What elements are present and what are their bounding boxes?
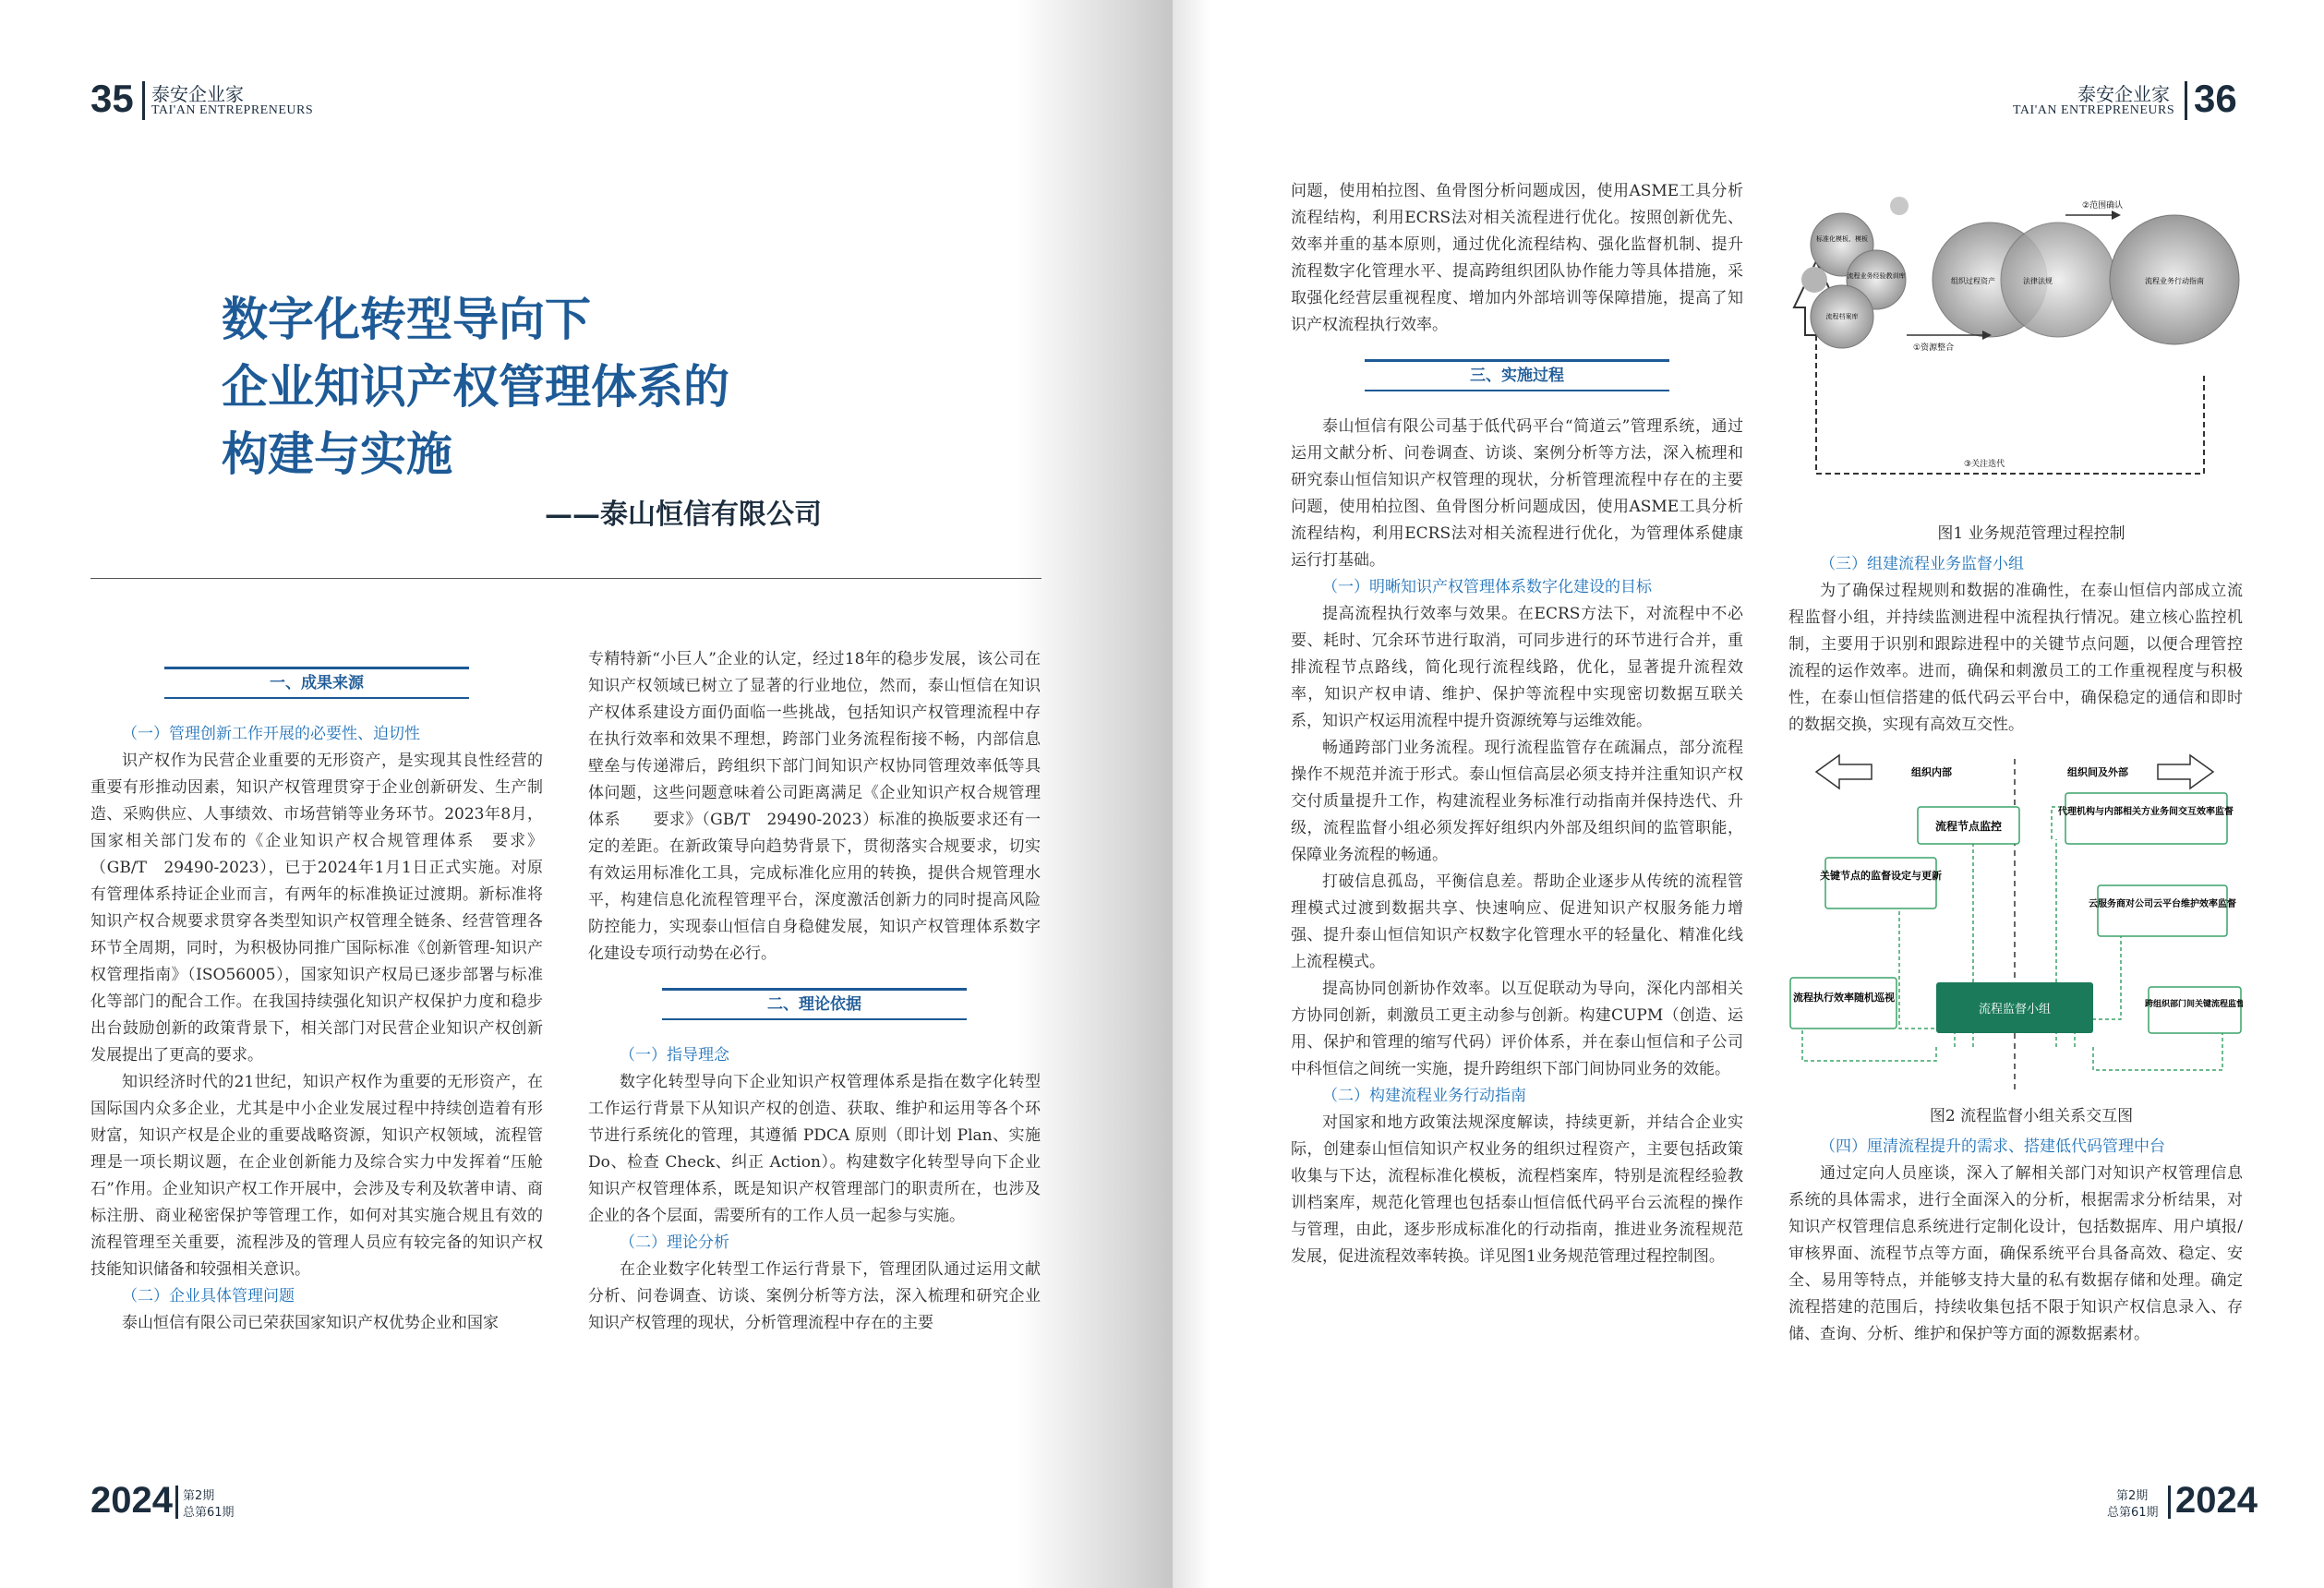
title-line: 企业知识产权管理体系的 [222, 360, 729, 414]
column-2 [588, 646, 1041, 1337]
fig2-center: 流程监督小组 [1978, 1003, 2052, 1017]
paragraph: 在企业数字化转型工作运行背景下，管理团队通过运用文献分析、问卷调查、访谈、案例分析等方法，深入梳理和研究企业知识产权管理的现状，分析管理流程中存在的主要 [588, 1260, 1041, 1332]
fig2-cloud: 云服务商对公司云平台维护效率监督 [2089, 899, 2236, 909]
footer-issue: 第2期 [183, 1489, 215, 1503]
fig1-label-archive: 流程档案库 [1825, 313, 1859, 320]
fig2-external-label: 组织间及外部 [2067, 766, 2128, 778]
fig1-label-template: 标准化模板、模板 [1816, 235, 1868, 243]
section-title: 一、成果来源 [270, 674, 364, 692]
right-page-number: 36 [2194, 77, 2237, 120]
fig2-internal-label: 组织内部 [1911, 766, 1952, 778]
section-bar [662, 1018, 967, 1020]
column-3 [1291, 178, 1743, 1270]
fig2-agent: 代理机构与内部相关方业务间交互效率监督 [2058, 807, 2234, 817]
figure-2-supervision-interaction [1788, 752, 2243, 1098]
subheading: （一）管理创新工作开展的必要性、迫切性 [122, 725, 420, 743]
article-title [222, 286, 729, 488]
paragraph: 通过定向人员座谈，深入了解相关部门对知识产权管理信息系统的具体需求，进行全面深入的分析，根据需求分析结果，对知识产权管理信息系统进行定制化设计，包括数据库、用户填报/审核界面、流程节点等方面，确保系统平台具备高效、稳定、安全、易用等特点，并能够支持大量的私有数据存储和处理。确定流程搭建的范围后，持续收集包括不限于知识产权信息录入、存储、查询、分析、维护和保护等方面的源数据素材。 [1788, 1164, 2243, 1343]
article-subtitle: ——泰山恒信有限公司 [545, 499, 822, 531]
footer-total-issue: 总第61期 [183, 1506, 235, 1520]
footer-total-issue: 总第61期 [2107, 1506, 2159, 1520]
fig2-cross-box [2149, 987, 2241, 1033]
footer-issue: 第2期 [2116, 1489, 2149, 1503]
paragraph: 泰山恒信有限公司已荣获国家知识产权优势企业和国家 [122, 1314, 499, 1332]
fig2-cross: 跨组织部门间关键流程监督 [2144, 1000, 2243, 1009]
magazine-name-en: TAI'AN ENTREPRENEURS [151, 103, 314, 117]
column-4 [1788, 178, 2243, 1348]
figure-1-caption: 图1 业务规范管理过程控制 [1937, 524, 2125, 543]
paragraph: 畅通跨部门业务流程。现行流程监管存在疏漏点，部分流程操作不规范并流于形式。泰山恒信高层必须支持并注重知识产权交付质量提升工作，构建流程业务标准行动指南并保持迭代、升级，流程监督小组必须发挥好组织内外部及组织间的监管职能，保障业务流程的畅通。 [1291, 739, 1743, 864]
figure-1-process-control [1788, 178, 2243, 515]
footer-divider [2168, 1486, 2171, 1519]
header-divider [2185, 81, 2187, 120]
title-line: 构建与实施 [222, 427, 452, 481]
fig2-patrol: 流程执行效率随机巡视 [1793, 992, 1895, 1004]
paragraph: 泰山恒信有限公司基于低代码平台“简道云”管理系统，通过运用文献分析、问卷调查、访谈、案例分析等方法，深入梳理和研究泰山恒信知识产权管理的现状，分析管理流程中存在的主要问题，使用柏拉图、鱼骨图分析问题成因，使用ASME工具分析流程结构，利用ECRS法对相关流程进行优化，为管理体系健康运行打基础。 [1291, 417, 1743, 570]
magazine-name-cn: 泰安企业家 [151, 83, 244, 105]
section-heading [90, 667, 543, 699]
fig1-label-scope: ②范围确认 [2082, 201, 2124, 211]
fig1-label-law: 法律法规 [2023, 277, 2053, 285]
header-divider [142, 81, 145, 120]
paragraph: 为了确保过程规则和数据的准确性，在泰山恒信内部成立流程监督小组，并持续监测进程中流程执行情况。建立核心监控机制，主要用于识别和跟踪进程中的关键节点问题，以便合理管控流程的运作效率。进而，确保和刺激员工的工作重视程度与积极性，在泰山恒信搭建的低代码云平台中，确保稳定的通信和即时的数据交换，实现有高效互交性。 [1788, 582, 2243, 734]
figure-2-diagram [1788, 752, 2243, 1098]
fig1-label-org-assets: 组织过程资产 [1951, 277, 1995, 285]
fig1-label-guide: 流程业务行动指南 [2145, 277, 2204, 285]
paragraph: 识产权作为民营企业重要的无形资产，是实现其良性经营的重要有形推动因素，知识产权管理贯穿于企业创新研发、生产制造、采购供应、人事绩效、市场营销等业务环节。2023年8月，国家相关部门发布的《企业知识产权合规管理体系 要求》（GB/T 29490-2023），已于2024年1月1日正式实施。对原有管理体系持证企业而言，有两年的标准换证过渡期。新标准将知识产权合规要求贯穿各类型知识产权管理全链条、经营管理各环节全周期，同时，为积极协同推广国际标准《创新管理-知识产权管理指南》（ISO56005），国家知识产权局已逐步部署与标准化等部门的配合工作。在我国持续强化知识产权保护力度和稳步出台鼓励创新的政策背景下，相关部门对民营企业知识产权创新发展提出了更高的要求。 [90, 752, 543, 1065]
left-page-number: 35 [90, 77, 134, 120]
footer-divider [175, 1486, 178, 1519]
subheading: （四）厘清流程提升的需求、搭建低代码管理中台 [1820, 1137, 2165, 1156]
subheading: （三）组建流程业务监督小组 [1820, 555, 2024, 573]
page-gutter-shadow-right [1173, 0, 1210, 1588]
paragraph: 问题，使用柏拉图、鱼骨图分析问题成因，使用ASME工具分析流程结构，利用ECRS法对相关流程进行优化。按照创新优先、效率并重的基本原则，通过优化流程结构、强化监督机制、提升流程数字化管理水平、提高跨组织团队协作能力等具体措施，采取强化经营层重视程度、增加内外部培训等保障措施，提高了知识产权流程执行效率。 [1291, 182, 1743, 334]
paragraph: 提高流程执行效率与效果。在ECRS方法下，对流程中不必要、耗时、冗余环节进行取消，可同步进行的环节进行合并，重排流程节点路线，简化现行流程线路，优化，显著提升流程效率，知识产权申请、维护、保护等流程中实现密切数据互联关系，知识产权运用流程中提升资源统筹与运维效能。 [1291, 605, 1743, 730]
paragraph: 对国家和地方政策法规深度解读，持续更新，并结合企业实际，创建泰山恒信知识产权业务的组织过程资产，主要包括政策收集与下达，流程标准化模板，流程档案库，特别是流程经验教训档案库，规范化管理也包括泰山恒信低代码平台云流程的操作与管理，由此，逐步形成标准化的行动指南，推进业务流程规范发展，促进流程效率转换。详见图1业务规范管理过程控制图。 [1291, 1113, 1743, 1266]
section-title: 三、实施过程 [1470, 367, 1564, 385]
section-heading [588, 988, 1041, 1020]
title-line: 数字化转型导向下 [222, 293, 591, 346]
fig1-label-resource: ①资源整合 [1913, 343, 1955, 353]
section-bar [164, 697, 469, 699]
fig2-cloud-box [2098, 885, 2227, 936]
fig2-node-monitor: 流程节点监控 [1934, 820, 2003, 833]
paragraph: 数字化转型导向下企业知识产权管理体系是指在数字化转型工作运行背景下从知识产权的创造、获取、维护和运用等各个环节进行系统化的管理，其遵循 PDCA 原则（即计划 Plan、实施 Do、检查 Check、纠正 Action）。构建数字化转型导向下企业知识产权管理体系，既是知识产权管理部门的职责所在，也涉及企业的各个层面，需要所有的工作人员一起参与实施。 [588, 1073, 1041, 1225]
figure-1-diagram [1788, 178, 2243, 515]
subheading: （二）企业具体管理问题 [122, 1287, 295, 1305]
figure-2-caption: 图2 流程监督小组关系交互图 [1929, 1107, 2134, 1125]
magazine-name-cn: 泰安企业家 [2077, 83, 2170, 105]
subheading: （二）构建流程业务行动指南 [1322, 1087, 1526, 1105]
subheading: （一）明晰知识产权管理体系数字化建设的目标 [1322, 578, 1652, 596]
fig1-label-iterate: ③关注迭代 [1964, 460, 2005, 469]
section-bar [1365, 390, 1669, 391]
section-heading [1291, 359, 1743, 391]
fig2-key-node: 关键节点的监督设定与更新 [1820, 870, 1942, 882]
section-title: 二、理论依据 [767, 995, 861, 1014]
title-rule [90, 578, 1042, 579]
paragraph: 知识经济时代的21世纪，知识产权作为重要的无形资产，在国际国内众多企业，尤其是中小企业发展过程中持续创造着有形财富，知识产权是企业的重要战略资源，知识产权领域，流程管理是一项长期议题，在企业创新能力及综合实力中发挥着“压舱石”作用。企业知识产权工作开展中，会涉及专利及软著申请、商标注册、商业秘密保护等管理工作，如何对其实施合规且有效的流程管理至关重要，流程涉及的管理人员应有较完备的知识产权技能知识储备和较强相关意识。 [90, 1073, 543, 1279]
subheading: （二）理论分析 [620, 1233, 729, 1252]
magazine-name-en: TAI'AN ENTREPRENEURS [2013, 103, 2175, 117]
paragraph: 打破信息孤岛，平衡信息差。帮助企业逐步从传统的流程管理模式过渡到数据共享、快速响应、促进知识产权服务能力增强、提升泰山恒信知识产权数字化管理水平的轻量化、精准化线上流程模式。 [1291, 872, 1743, 971]
footer-year: 2024 [90, 1480, 173, 1521]
subheading: （一）指导理念 [620, 1046, 729, 1065]
fig2-key-node-box [1825, 858, 1936, 908]
fig1-label-lessons: 流程业务经验教训库 [1847, 272, 1906, 280]
fig2-agent-box [2065, 793, 2227, 844]
footer-year: 2024 [2175, 1480, 2258, 1521]
paragraph: 专精特新“小巨人”企业的认定，经过18年的稳步发展，该公司在知识产权领域已树立了显著的行业地位，然而，泰山恒信在知识产权体系建设方面仍面临一些挑战，包括知识产权管理流程中存在执行效率和效果不理想，跨部门业务流程衔接不畅，内部信息壁垒与传递滞后，跨组织下部门间知识产权协同管理效率低等具体问题，这些问题意味着公司距离满足《企业知识产权合规管理体系 要求》（GB/T 29490-2023）标准的换版要求还有一定的差距。在新政策导向趋势背景下，贯彻落实合规要求，切实有效运用标准化工具，完成标准化应用的转换，提供合规管理水平，构建信息化流程管理平台，深度激活创新力的同时提高风险防控能力，实现泰山恒信自身稳健发展，知识产权管理体系数字化建设专项行动势在必行。 [588, 650, 1041, 963]
paragraph: 提高协同创新协作效率。以互促联动为导向，深化内部相关方协同创新，刺激员工更主动参与创新。构建CUPM（创造、运用、保护和管理的缩写代码）评价体系，并在泰山恒信和子公司中科恒信之间统一实施，提升跨组织下部门间协同业务的效能。 [1291, 980, 1743, 1078]
column-1 [90, 646, 543, 1337]
